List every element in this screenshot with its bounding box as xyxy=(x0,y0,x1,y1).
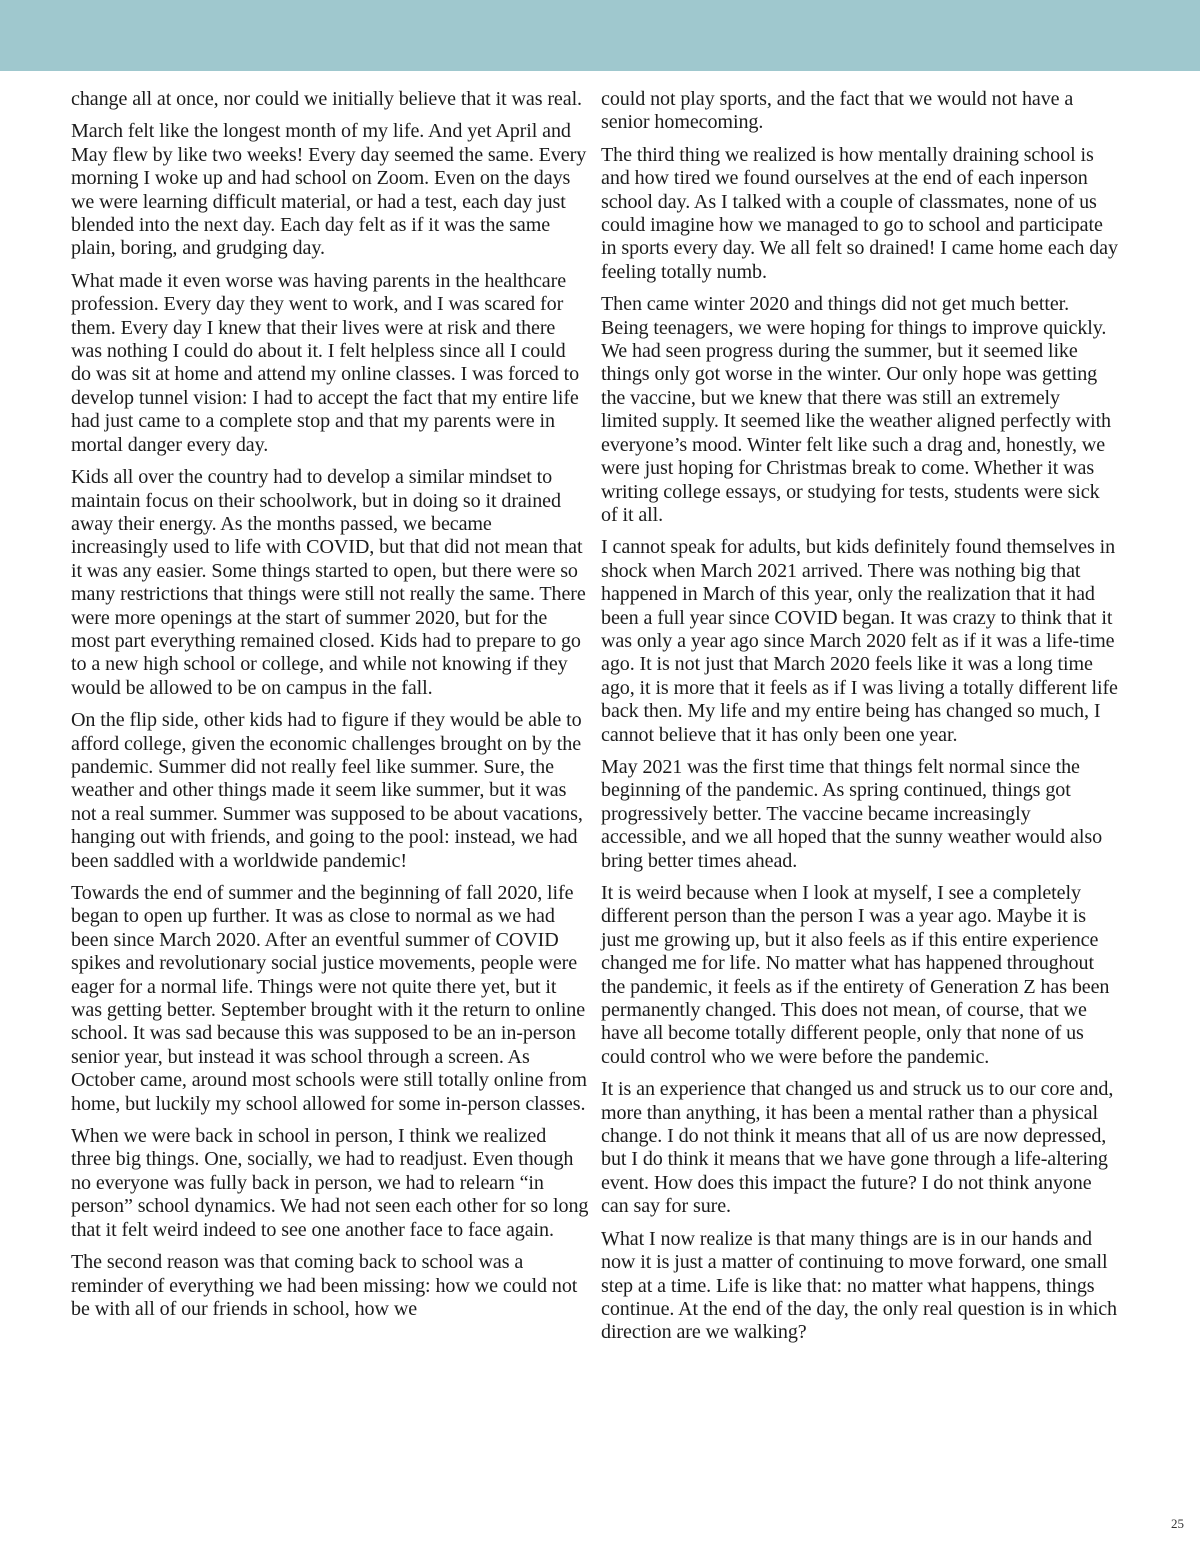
paragraph: I cannot speak for adults, but kids definitely found themselves in shock when March 2021 arrived. There was nothing big that happened in March of this year, only the realization that it had been a full year since COVID began. It was crazy to think that it was only a year ago since March 2020 felt as if it was a life-time ago. It is not just that March 2020 feels like it was a long time ago, it is more that it feels as if I was living a totally different life back then. My life and my entire being has changed so much, I cannot believe that it has only been one year. xyxy=(601,536,1118,746)
paragraph: Kids all over the country had to develop a similar mindset to maintain focus on their schoolwork, but in doing so it drained away their energy. As the months passed, we became increasingly used to life with COVID, but that did not mean that it was any easier. Some things started to open, but there were so many restrictions that things were still not really the same. There were more openings at the start of summer 2020, but for the most part everything remained closed. Kids had to prepare to go to a new high school or college, and while not knowing if they would be allowed to be on campus in the fall. xyxy=(71,466,586,699)
paragraph: March felt like the longest month of my life. And yet April and May flew by like two weeks! Every day seemed the same. Every morning I woke up and had school on Zoom. Even on the days we were learning difficult material, or had a test, each day just blended into the next day. Each day felt as if it was the same plain, boring, and grudging day. xyxy=(71,120,587,260)
paragraph: On the flip side, other kids had to figure if they would be able to afford college, given the economic challenges brought on by the pandemic. Summer did not really feel like summer. Sure, the weather and other things made it seem like summer, but it was not a real summer. Summer was supposed to be about vacations, hanging out with friends, and going to the pool: instead, we had been saddled with a worldwide pandemic! xyxy=(71,709,583,872)
right-text-column xyxy=(601,88,1119,1354)
paragraph: What made it even worse was having parents in the healthcare profession. Every day they went to work, and I was scared for them. Every day I knew that their lives were at risk and there was nothing I could do about it. I felt helpless since all I could do was sit at home and attend my online classes. I was forced to develop tunnel vision: I had to accept the fact that my entire life had just came to a complete stop and that my parents were in mortal danger every day. xyxy=(71,269,580,456)
paragraph: What I now realize is that many things are is in our hands and now it is just a matter of continuing to move forward, one small step at a time. Life is like that: no matter what happens, things continue. At the end of the day, the only real question is in which direction are we walking? xyxy=(601,1227,1117,1344)
paragraph: The second reason was that coming back to school was a reminder of everything we had been missing: how we could not be with all of our friends in school, how we xyxy=(71,1251,578,1320)
paragraph: change all at once, nor could we initially believe that it was real. xyxy=(71,88,582,110)
paragraph: When we were back in school in person, I think we realized three big things. One, socially, we had to readjust. Even though no everyone was fully back in person, we had to relearn “in person” school dynamics. We had not seen each other for so long that it felt weird indeed to see one another face to face again. xyxy=(71,1125,589,1241)
paragraph: could not play sports, and the fact that we would not have a senior homecoming. xyxy=(601,88,1074,134)
page-number: 25 xyxy=(1171,1516,1184,1531)
paragraph: It is an experience that changed us and struck us to our core and, more than anything, it has been a mental rather than a physical change. I do not think it means that all of us are now depressed, but I do think it means that we have gone through a life-altering event. How does this impact the future? I do not think anyone can say for sure. xyxy=(601,1078,1114,1218)
paragraph: It is weird because when I look at myself, I see a completely different person than the person I was a year ago. Maybe it is just me growing up, but it also feels as if this entire experience changed me for life. No matter what has happened throughout the pandemic, it feels as if the entirety of Generation Z has been permanently changed. This does not mean, of course, that we have all become totally different people, only that none of us could control who we were before the pandemic. xyxy=(601,882,1110,1068)
paragraph: The third thing we realized is how mentally draining school is and how tired we found ourselves at the end of each inperson school day. As I talked with a couple of classmates, none of us could imagine how we managed to go to school and participate in sports every day. We all felt so drained! I came home each day feeling totally numb. xyxy=(601,143,1118,283)
header-band xyxy=(0,0,1200,71)
paragraph: Towards the end of summer and the beginning of fall 2020, life began to open up further. It was as close to normal as we had been since March 2020. After an eventful summer of COVID spikes and revolutionary social justice movements, people were eager for a normal life. Things were not quite there yet, but it was getting better. September brought with it the return to online school. It was sad because this was supposed to be an in-person senior year, but instead it was school through a screen. As October came, around most schools were still totally online from home, but luckily my school allowed for some in-person classes. xyxy=(71,882,587,1115)
paragraph: May 2021 was the first time that things felt normal since the beginning of the pandemic. As spring continued, things got progressively better. The vaccine became increasingly accessible, and we all hoped that the sunny weather would also bring better times ahead. xyxy=(601,755,1103,872)
left-text-column xyxy=(71,88,589,1330)
paragraph: Then came winter 2020 and things did not get much better. Being teenagers, we were hoping for things to improve quickly. We had seen progress during the summer, but it seemed like things only got worse in the winter. Our only hope was getting the vaccine, but we knew that there was still an extremely limited supply. It seemed like the weather aligned perfectly with everyone’s mood. Winter felt like such a drag and, honestly, we were just hoping for Christmas break to come. Whether it was writing college essays, or studying for tests, students were sick of it all. xyxy=(601,293,1112,526)
